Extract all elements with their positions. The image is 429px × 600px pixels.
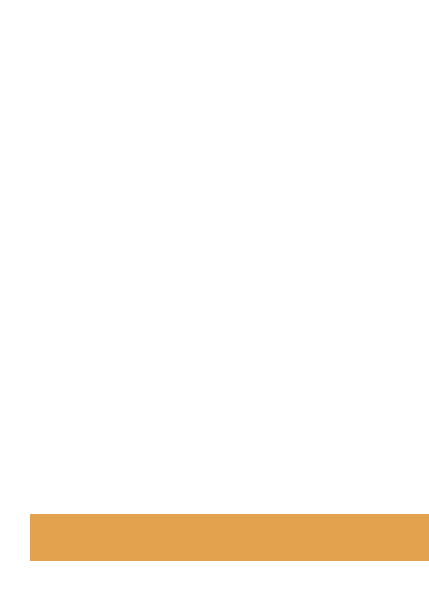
title-banner <box>30 514 429 561</box>
